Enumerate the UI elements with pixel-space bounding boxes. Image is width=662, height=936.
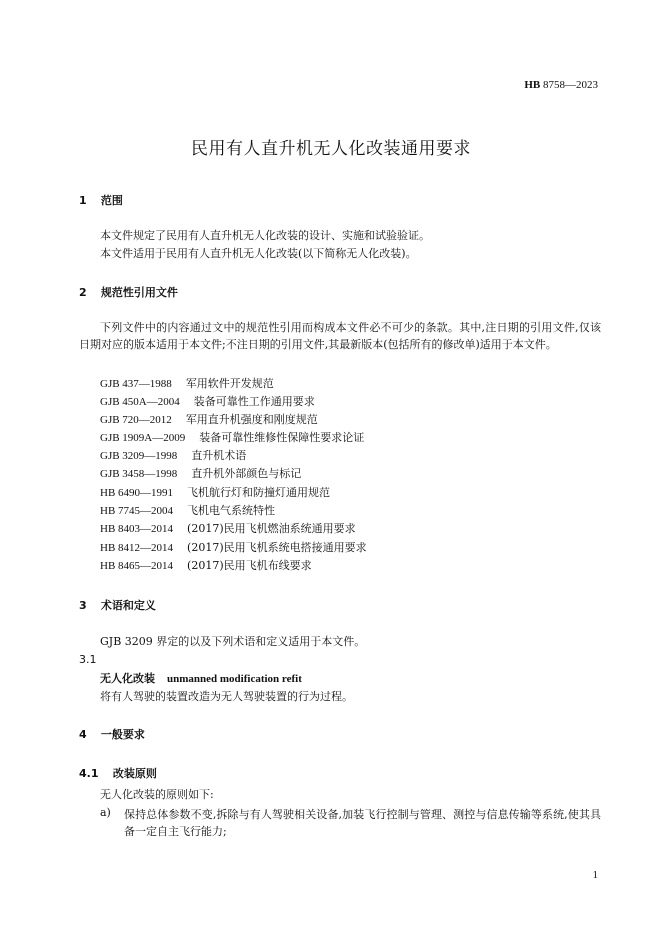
section-title: 规范性引用文件 (100, 286, 178, 299)
reference-item (100, 465, 301, 481)
reference-item (100, 484, 330, 500)
standard-number: 8758—2023 (543, 79, 598, 91)
term-number: 3.1 (79, 653, 97, 666)
term-entry (100, 670, 302, 686)
scope-paragraph-2: 本文件适用于民用有人直升机无人化改装(以下简称无人化改装)。 (100, 247, 417, 260)
section-4-heading (79, 726, 145, 742)
reference-code: GJB 3458—1998 (100, 468, 178, 480)
reference-code: HB 8403—2014 (100, 523, 174, 535)
reference-item (100, 393, 315, 409)
section-3-heading (79, 597, 156, 613)
section-2-heading (79, 284, 178, 300)
reference-code: GJB 3209—1998 (100, 450, 178, 462)
section-title: 术语和定义 (100, 599, 156, 612)
reference-name: 直升机外部颜色与标记 (191, 467, 302, 480)
reference-code: GJB 437—1988 (100, 378, 172, 390)
subsection-4-1-heading (79, 765, 157, 781)
subsection-title: 改装原则 (112, 767, 157, 780)
reference-name: (2017)民用飞机布线要求 (187, 559, 312, 572)
reference-code: HB 8465—2014 (100, 560, 174, 572)
standard-code: HB (524, 79, 541, 91)
reference-name: 军用直升机强度和刚度规范 (185, 413, 318, 426)
reference-item (100, 375, 274, 391)
section-number: 4 (79, 728, 87, 741)
reference-code: GJB 720—2012 (100, 414, 172, 426)
document-title: 民用有人直升机无人化改装通用要求 (191, 139, 471, 159)
reference-code: HB 7745—2004 (100, 505, 174, 517)
reference-item (100, 411, 318, 427)
reference-name: (2017)民用飞机燃油系统通用要求 (187, 522, 356, 535)
reference-code: HB 6490—1991 (100, 487, 174, 499)
terms-intro: GJB 3209 界定的以及下列术语和定义适用于本文件。 (100, 635, 366, 648)
reference-item (100, 557, 312, 573)
reference-name: (2017)民用飞机系统电搭接通用要求 (187, 541, 367, 554)
reference-item (100, 502, 275, 518)
references-intro: 下列文件中的内容通过文中的规范性引用而构成本文件必不可少的条款。其中,注日期的引用文件,仅该日期对应的版本适用于本文件;不注日期的引用文件,其最新版本(包括所有的修改单)适用于本文件。 (79, 321, 601, 351)
reference-name: 飞机电气系统特性 (187, 504, 276, 517)
reference-code: GJB 450A—2004 (100, 396, 180, 408)
section-title: 范围 (100, 194, 123, 207)
reference-name: 直升机术语 (191, 449, 247, 462)
section-number: 3 (79, 599, 87, 612)
reference-item (100, 539, 367, 555)
term-definition: 将有人驾驶的装置改造为无人驾驶装置的行为过程。 (100, 690, 353, 703)
section-1-heading (79, 192, 123, 208)
subsection-number: 4.1 (79, 767, 99, 780)
term-english: unmanned modification refit (167, 673, 302, 685)
page-number: 1 (592, 869, 598, 881)
reference-code: HB 8412—2014 (100, 542, 174, 554)
reference-name: 装备可靠性工作通用要求 (193, 395, 315, 408)
reference-item (100, 429, 364, 445)
principles-intro: 无人化改装的原则如下: (100, 788, 214, 801)
list-item-text: 保持总体参数不变,拆除与有人驾驶相关设备,加装飞行控制与管理、测控与信息传输等系统,使其具备一定自主飞行能力; (124, 808, 601, 838)
section-number: 1 (79, 194, 87, 207)
reference-name: 飞机航行灯和防撞灯通用规范 (187, 486, 331, 499)
term-chinese: 无人化改装 (100, 672, 155, 685)
reference-name: 军用软件开发规范 (185, 377, 274, 390)
section-title: 一般要求 (100, 728, 145, 741)
reference-name: 装备可靠性维修性保障性要求论证 (199, 431, 365, 444)
reference-item (100, 520, 356, 536)
reference-item (100, 447, 246, 463)
reference-code: GJB 1909A—2009 (100, 432, 186, 444)
scope-paragraph-1: 本文件规定了民用有人直升机无人化改装的设计、实施和试验验证。 (100, 229, 430, 242)
section-number: 2 (79, 286, 87, 299)
list-item-label: a) (100, 806, 111, 819)
document-code (524, 79, 598, 91)
